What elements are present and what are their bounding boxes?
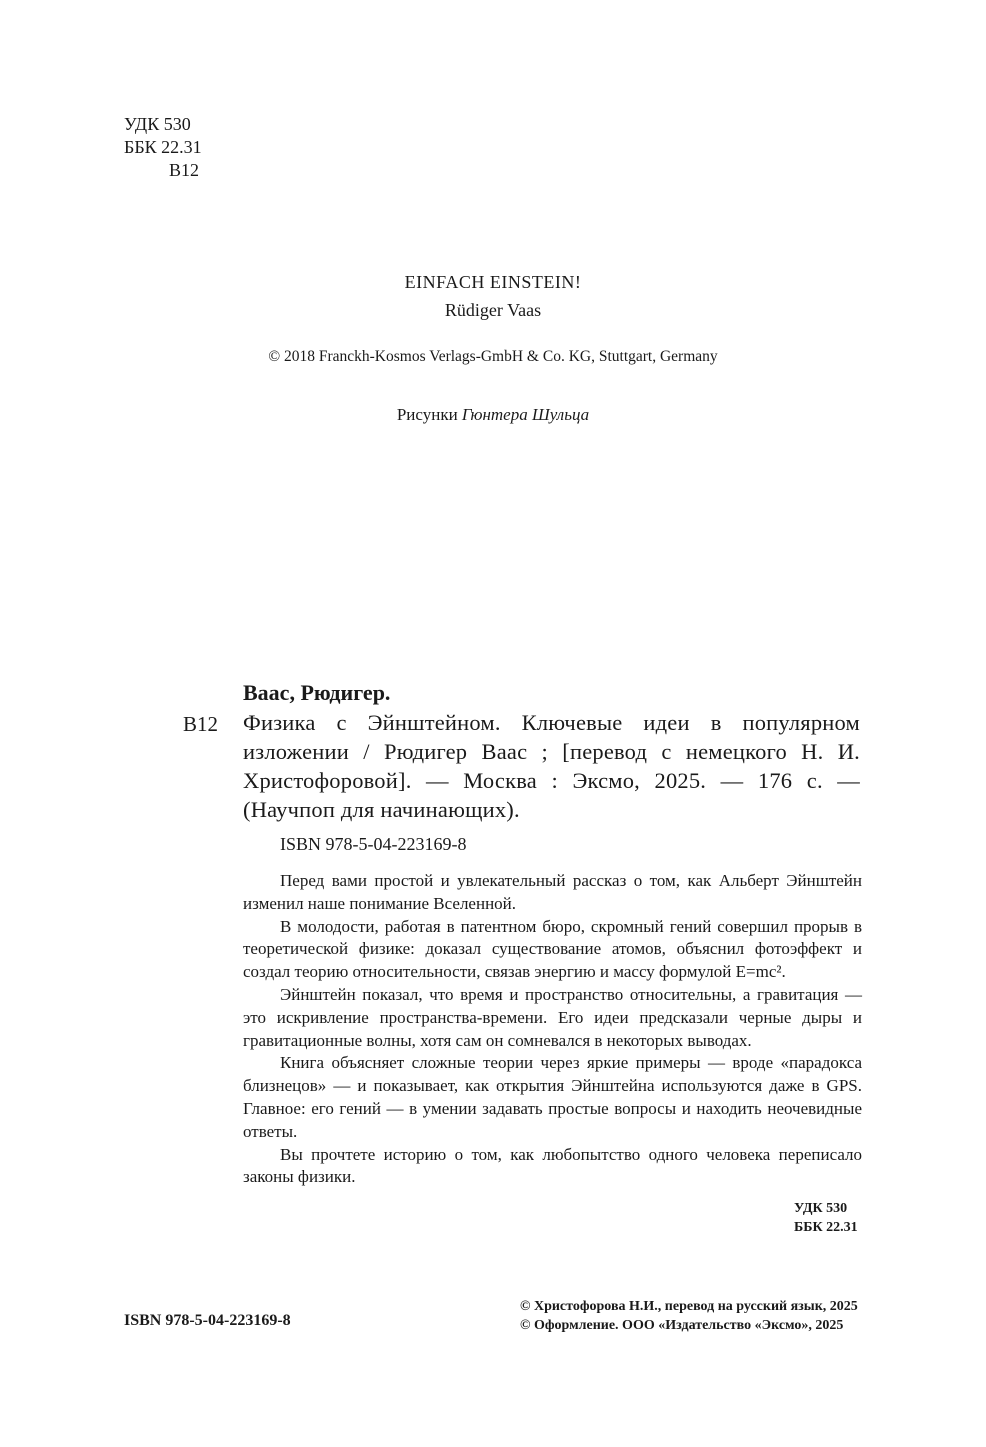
copyright-design: © Оформление. ООО «Издательство «Эксмо», 2025 <box>520 1318 844 1333</box>
annotation-paragraph: Эйнштейн показал, что время и пространство относительны, а гравитация — это искривление пространства-времени. Его идеи предсказали черные дыры и гравитационные волны, хотя сам он сомневался в некоторых выводах. <box>243 984 862 1050</box>
bbk-code-bottom: ББК 22.31 <box>794 1219 858 1235</box>
author-sign: В12 <box>169 160 200 180</box>
copyright-translation: © Христофорова Н.И., перевод на русский язык, 2025 <box>520 1299 858 1314</box>
original-author: Rüdiger Vaas <box>444 300 542 320</box>
illustrations-credit <box>0 405 986 425</box>
bbk-code: ББК 22.31 <box>124 137 202 157</box>
footer-copyright <box>520 1297 858 1335</box>
original-title: EINFACH EINSTEIN! <box>404 272 582 292</box>
annotation-paragraph: В молодости, работая в патентном бюро, скромный гений совершил прорыв в теоретической физике: доказал существование атомов, объяснил фотоэффект и создал теорию относительности, связав энергию и массу формулой E=mc². <box>243 916 862 982</box>
annotation-paragraph: Вы прочтете историю о том, как любопытство одного человека переписало законы физики. <box>243 1144 862 1187</box>
illustrations-label: Рисунки <box>396 405 458 424</box>
original-copyright: © 2018 Franckh-Kosmos Verlags-GmbH & Co. KG, Stuttgart, Germany <box>268 348 718 365</box>
annotation-paragraph: Книга объясняет сложные теории через яркие примеры — вроде «парадокса близнецов» — и показывает, как открытия Эйнштейна используются даже в GPS. Главное: его гений — в умении задавать простые вопросы и находить неочевидные ответы. <box>243 1053 862 1141</box>
record-author-sign: В12 <box>183 712 219 736</box>
record-author-heading: Ваас, Рюдигер. <box>243 680 391 705</box>
annotation <box>243 870 862 1189</box>
classification-block <box>124 113 202 182</box>
footer-isbn: ISBN 978-5-04-223169-8 <box>124 1312 291 1329</box>
record-description: Физика с Эйнштейном. Ключевые идеи в популярном изложении / Рюдигер Ваас ; [перевод с немецкого Н. И. Христофоровой]. — Москва : Эксмо, 2025. — 176 с. — (Научпоп для начинающих). <box>243 710 860 822</box>
classification-bottom <box>794 1200 858 1237</box>
illustrator-name: Гюнтера Шульца <box>461 405 590 424</box>
annotation-paragraph: Перед вами простой и увлекательный рассказ о том, как Альберт Эйнштейн изменил наше понимание Вселенной. <box>243 871 862 913</box>
udk-code: УДК 530 <box>124 114 191 134</box>
record-isbn: ISBN 978-5-04-223169-8 <box>280 834 467 854</box>
udk-code-bottom: УДК 530 <box>794 1201 848 1216</box>
